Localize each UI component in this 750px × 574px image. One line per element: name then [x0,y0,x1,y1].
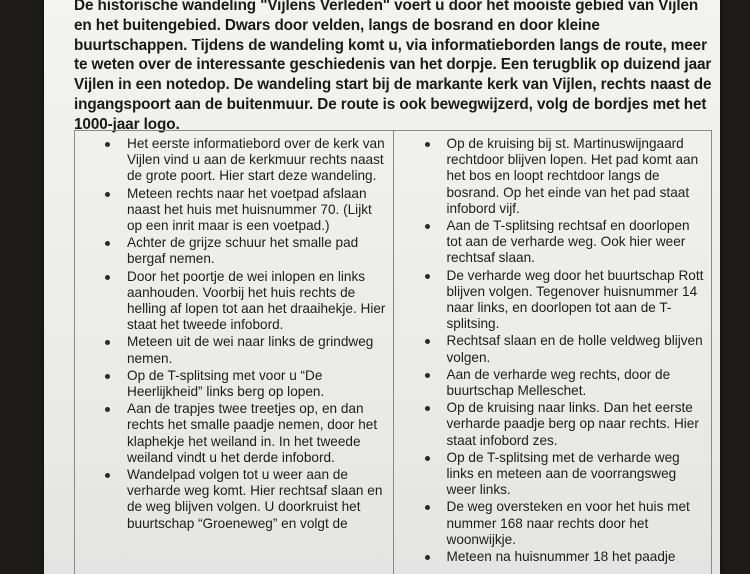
route-step: Rechtsaf slaan en de holle veldweg blijven volgen. [394,333,712,365]
bullet-icon [425,555,430,560]
route-column-left [75,131,394,574]
route-step: Op de kruising bij st. Martinuswijngaard rechtdoor blijven lopen. Het pad komt aan het bos en loopt rechtdoor langs de bosrand. Op het einde van het pad staat infobord vijf. [394,136,712,217]
route-list-right [394,136,712,566]
route-step: Op de T-splitsing met voor u “De Heerlijkheid” links berg op lopen. [74,368,393,400]
route-step: Achter de grijze schuur het smalle pad bergaf nemen. [74,235,393,267]
route-step: Aan de T-splitsing rechtsaf en doorlopen tot aan de verharde weg. Ook hier weer rechtsaf slaan. [394,218,712,267]
bullet-icon [425,224,430,229]
route-table [74,130,712,574]
route-list-left [74,136,393,533]
bullet-icon [105,192,110,197]
paper-sheet [44,0,720,574]
route-step: Op de T-splitsing met de verharde weg links en meteen aan de voorrangsweg weer links. [394,450,712,499]
route-step: Meteen uit de wei naar links de grindweg nemen. [74,334,393,366]
bullet-icon [105,241,110,246]
route-step: Het eerste informatiebord over de kerk van Vijlen vind u aan de kerkmuur rechts naast de grote poort. Hier start deze wandeling. [74,136,393,185]
route-step: De weg oversteken en voor het huis met nummer 168 naar rechts door het woonwijkje. [394,499,712,548]
route-step: Door het poortje de wei inlopen en links aanhouden. Voorbij het huis rechts de helling af lopen tot aan het draaihekje. Hier staat het tweede infobord. [74,269,393,334]
route-step: Aan de trapjes twee treetjes op, en dan rechts het smalle paadje nemen, door het klaphekje het weiland in. In het tweede weiland vindt u het derde infobord. [74,401,393,466]
bullet-icon [105,407,110,412]
bullet-icon [425,274,430,279]
bullet-icon [105,374,110,379]
bullet-icon [105,340,110,345]
bullet-icon [425,142,430,147]
route-step: Wandelpad volgen tot u weer aan de verharde weg komt. Hier rechtsaf slaan en de weg blijven volgen. U doorkruist het buurtschap “Groeneweg” en volgt de [74,467,393,532]
route-step: Meteen na huisnummer 18 het paadje [394,549,712,565]
bullet-icon [425,406,430,411]
bullet-icon [105,473,110,478]
route-column-right [394,131,712,574]
bullet-icon [425,339,430,344]
route-step: De verharde weg door het buurtschap Rott blijven volgen. Tegenover huisnummer 14 naar links, en doorlopen tot aan de T-splitsing. [394,268,712,333]
bullet-icon [425,456,430,461]
intro-paragraph: De historische wandeling "Vijlens Verleden" voert u door het mooiste gebied van Vijlen en het buitengebied. Dwars door velden, langs de bosrand en door kleine buurtschappen. Tijdens de wandeling komt u, via informatieborden langs de route, meer te weten over de interessante geschiedenis van het dorpje. Een terugblik op duizend jaar Vijlen in een notedop. De wandeling start bij de markante kerk van Vijlen, rechts naast de ingangspoort aan de buitenmuur. De route is ook bewegwijzerd, volg de bordjes met het 1000-jaar logo. [74,0,712,133]
bullet-icon [105,142,110,147]
route-step: Op de kruising naar links. Dan het eerste verharde paadje berg op naar rechts. Hier staat infobord zes. [394,400,712,449]
route-step: Meteen rechts naar het voetpad afslaan naast het huis met huisnummer 70. (Lijkt op een inrit maar is een voetpad.) [74,186,393,235]
bullet-icon [425,373,430,378]
bullet-icon [425,505,430,510]
route-step: Aan de verharde weg rechts, door de buurtschap Melleschet. [394,367,712,399]
bullet-icon [105,275,110,280]
